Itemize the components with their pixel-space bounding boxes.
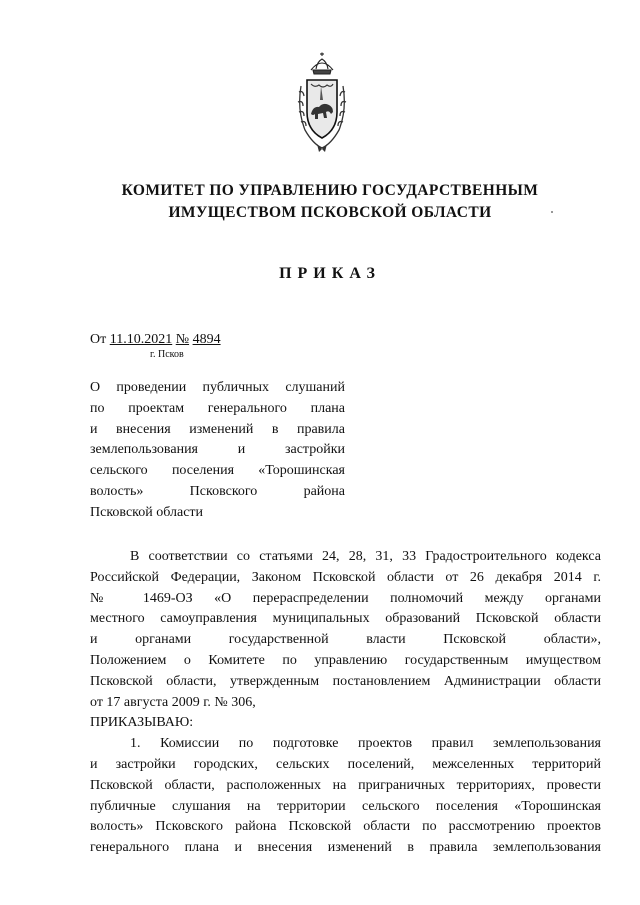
body-line: Российской Федерации, Законом Псковской области от 26 декабря 2014 г. (90, 569, 601, 585)
body-line: Положением о Комитете по управлению государственным имуществом (90, 652, 601, 668)
order-city: г. Псков (150, 349, 184, 360)
body-line: от 17 августа 2009 г. № 306, (90, 694, 256, 710)
order-number-sign: № (175, 332, 190, 347)
body-line: Псковской области, утвержденным постановлением Администрации области (90, 673, 601, 689)
body-line: местного самоуправления муниципальных образований Псковской области (90, 611, 601, 627)
body-line: публичные слушания на территории сельского поселения «Торошинская (90, 798, 601, 814)
order-subject (90, 378, 345, 524)
body-line: № 1469-ОЗ «О перераспределении полномочий между органами (90, 590, 601, 606)
body-line: В соответствии со статьями 24, 28, 31, 33 Градостроительного кодекса (130, 549, 601, 564)
organization-name-line-2: ИМУЩЕСТВОМ ПСКОВСКОЙ ОБЛАСТИ (168, 204, 492, 221)
order-body (90, 547, 601, 859)
document-type-title: ПРИКАЗ (279, 265, 381, 282)
subject-line: сельского поселения «Торошинская (90, 463, 345, 479)
order-number: 4894 (192, 332, 221, 347)
body-line: генерального плана и внесения изменений в правила землепользования (90, 840, 601, 856)
subject-line: Псковской области (90, 504, 204, 520)
body-line: волость» Псковского района Псковской области по рассмотрению проектов (90, 819, 601, 835)
body-line: и застройки городских, сельских поселений, межселенных территорий (90, 756, 601, 772)
date-prefix: От (90, 332, 107, 347)
subject-line: и внесения изменений в правила (90, 421, 345, 437)
body-line: Псковской области, расположенных на приграничных территориях, провести (90, 777, 601, 793)
body-line: и органами государственной власти Псковской области», (90, 632, 601, 648)
subject-line: О проведении публичных слушаний (90, 380, 345, 395)
order-directive: ПРИКАЗЫВАЮ: (90, 715, 194, 731)
scan-speck (551, 211, 553, 213)
order-date: 11.10.2021 (109, 332, 173, 347)
body-line: 1. Комиссии по подготовке проектов правил землепользования (130, 736, 601, 752)
order-date-number (90, 332, 221, 348)
coat-of-arms-icon (293, 52, 351, 154)
organization-name-line-1: КОМИТЕТ ПО УПРАВЛЕНИЮ ГОСУДАРСТВЕННЫМ (121, 182, 539, 199)
subject-line: волость» Псковского района (90, 483, 345, 499)
subject-line: по проектам генерального плана (90, 400, 345, 416)
subject-line: землепользования и застройки (90, 442, 345, 458)
